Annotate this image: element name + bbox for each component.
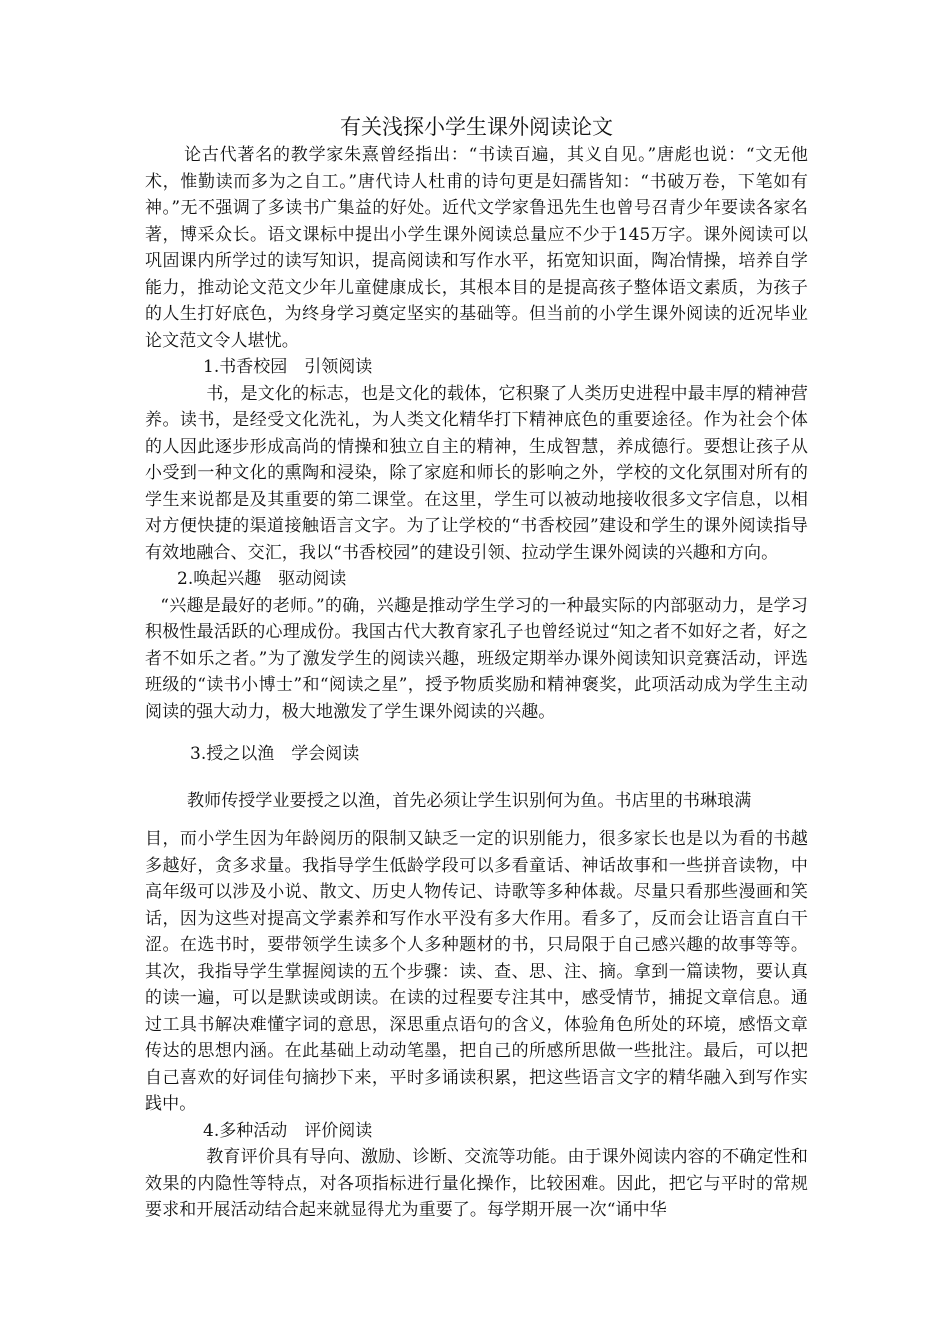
- section-3-paragraph: [145, 788, 808, 1118]
- document-page: [145, 112, 808, 1224]
- section-2-heading: 2.唤起兴趣 驱动阅读: [177, 569, 347, 589]
- section-1-paragraph: 书，是文化的标志，也是文化的载体，它积聚了人类历史进程中最丰厚的精神营养。读书，是经受文化洗礼，为人类文化精华打下精神底色的重要途径。作为社会个体的人因此逐步形成高尚的情操和独立自主的精神，生成智慧，养成德行。要想让孩子从小受到一种文化的熏陶和浸染，除了家庭和师长的影响之外，学校的文化氛围对所有的学生来说都是及其重要的第二课堂。在这里，学生可以被动地接收很多文字信息，以相对方便快捷的渠道接触语言文字。为了让学校的“书香校园”建设和学生的课外阅读指导有效地融合、交汇，我以“书香校园”的建设引领、拉动学生课外阅读的兴趣和方向。: [145, 383, 808, 563]
- section-3-first-line: 教师传授学业要授之以渔，首先必须让学生识别何为鱼。书店里的书琳琅满: [187, 790, 752, 811]
- section-2-paragraph: “兴趣是最好的老师。”的确，兴趣是推动学生学习的一种最实际的内部驱动力，是学习积极性最活跃的心理成份。我国古代大教育家孔子也曾经说过“知之者不如好之者，好之者不如乐之者。”为了激发学生的阅读兴趣，班级定期举办课外阅读知识竞赛活动，评选班级的“读书小博士”和“阅读之星”，授予物质奖励和精神褒奖，此项活动成为学生主动阅读的强大动力，极大地激发了学生课外阅读的兴趣。: [145, 595, 808, 722]
- section-4-heading: 4.多种活动 评价阅读: [203, 1120, 373, 1141]
- section-4-paragraph: 教育评价具有导向、激励、诊断、交流等功能。由于课外阅读内容的不确定性和效果的内隐性等特点，对各项指标进行量化操作，比较困难。因此，把它与平时的常规要求和开展活动结合起来就显得尤为重要了。每学期开展一次“诵中华: [145, 1147, 808, 1220]
- section-3-heading: 3.授之以渔 学会阅读: [190, 744, 360, 764]
- section-3-body: 目，而小学生因为年龄阅历的限制又缺乏一定的识别能力，很多家长也是以为看的书越多越好，贪多求量。我指导学生低龄学段可以多看童话、神话故事和一些拼音读物，中高年级可以涉及小说、散文、历史人物传记、诗歌等多种体裁。尽量只看那些漫画和笑话，因为这些对提高文学素养和写作水平没有多大作用。看多了，反而会让语言直白干涩。在选书时，要带领学生读多个人多种题材的书，只局限于自己感兴趣的故事等等。其次，我指导学生掌握阅读的五个步骤：读、查、思、注、摘。拿到一篇读物，要认真的读一遍，可以是默读或朗读。在读的过程要专注其中，感受情节，捕捉文章信息。通过工具书解决难懂字词的意思，深思重点语句的含义，体验角色所处的环境，感悟文章传达的思想内涵。在此基础上动动笔墨，把自己的所感所思做一些批注。最后，可以把自己喜欢的好词佳句摘抄下来，平时多诵读积累，把这些语言文字的精华融入到写作实践中。: [145, 829, 808, 1114]
- document-title: 有关浅探小学生课外阅读论文: [340, 115, 613, 139]
- intro-paragraph: 论古代著名的教学家朱熹曾经指出：“书读百遍，其义自见。”唐彪也说：“文无他术，惟勤读而多为之自工。”唐代诗人杜甫的诗句更是妇孺皆知：“书破万卷，下笔如有神。”无不强调了多读书广集益的好处。近代文学家鲁迅先生也曾号召青少年要读各家名著，博采众长。语文课标中提出小学生课外阅读总量应不少于145万字。课外阅读可以巩固课内所学过的读写知识，提高阅读和写作水平，拓宽知识面，陶冶情操，培养自学能力，推动论文范文少年儿童健康成长，其根本目的是提高孩子整体语文素质，为孩子的人生打好底色，为终身学习奠定坚实的基础等。但当前的小学生课外阅读的近况毕业论文范文令人堪忧。: [145, 145, 808, 351]
- section-1-heading: 1.书香校园 引领阅读: [203, 357, 373, 377]
